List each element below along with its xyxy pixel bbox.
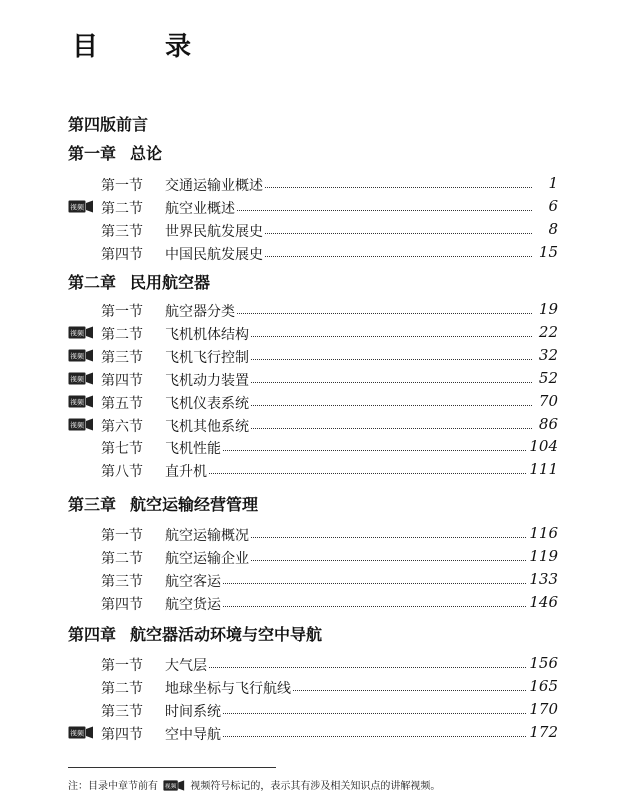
toc-entry[interactable]	[68, 547, 558, 567]
section-number: 第一节	[101, 528, 143, 544]
section-number: 第四节	[101, 726, 143, 743]
toc-entry[interactable]	[68, 460, 558, 480]
section-title: 航空业概述	[165, 198, 237, 218]
section-title: 飞机动力装置	[165, 370, 251, 390]
svg-text:视频: 视频	[70, 729, 84, 738]
toc-entry[interactable]	[68, 300, 558, 320]
page-number: 111	[526, 460, 558, 478]
preface-entry[interactable]: 第四版前言	[68, 115, 149, 134]
section-title: 世界民航发展史	[165, 221, 265, 241]
section-number: 第一节	[101, 304, 143, 320]
section-number: 第七节	[101, 441, 143, 458]
section-title: 交通运输业概述	[165, 175, 265, 195]
section-title: 直升机	[165, 461, 209, 481]
section-number: 第四节	[101, 596, 143, 613]
page-number: 15	[536, 243, 558, 261]
section-title: 时间系统	[165, 701, 223, 721]
chapter-heading[interactable]	[68, 270, 210, 293]
section-title: 地球坐标与飞行航线	[165, 678, 293, 698]
page-number: 52	[536, 369, 558, 387]
video-icon[interactable]	[68, 326, 94, 339]
section-number: 第三节	[101, 703, 143, 720]
video-icon[interactable]	[68, 418, 94, 431]
toc-entry[interactable]	[68, 570, 558, 590]
toc-entry[interactable]	[68, 524, 558, 544]
toc-entry[interactable]	[68, 437, 558, 457]
video-icon[interactable]	[68, 395, 94, 408]
toc-entry[interactable]	[68, 369, 558, 389]
toc-entry[interactable]	[68, 346, 558, 366]
chapter-title: 民用航空器	[130, 273, 211, 292]
chapter-title: 航空器活动环境与空中导航	[130, 625, 323, 644]
section-title: 航空器分类	[165, 301, 237, 321]
section-number: 第一节	[101, 178, 143, 194]
page-number: 6	[545, 197, 558, 215]
toc-entry[interactable]	[68, 700, 558, 720]
page-number: 19	[536, 300, 558, 318]
toc-entry[interactable]	[68, 654, 558, 674]
toc-entry[interactable]	[68, 723, 558, 743]
page-number: 104	[526, 437, 558, 455]
section-number: 第四节	[101, 372, 143, 389]
chapter-number: 第一章	[68, 144, 117, 163]
section-title: 大气层	[165, 655, 209, 675]
section-number: 第二节	[101, 326, 143, 343]
section-title: 飞机飞行控制	[165, 347, 251, 367]
section-number: 第三节	[101, 223, 143, 240]
section-title: 空中导航	[165, 724, 223, 744]
section-title: 飞机其他系统	[165, 416, 251, 436]
dot-leader	[165, 473, 532, 474]
page-number: 133	[526, 570, 558, 588]
section-number: 第五节	[101, 395, 143, 412]
page-number: 1	[545, 174, 558, 192]
section-number: 第二节	[101, 200, 143, 217]
toc-entry[interactable]	[68, 392, 558, 412]
section-title: 中国民航发展史	[165, 244, 265, 264]
footnote-rule	[68, 767, 276, 768]
section-title: 航空货运	[165, 594, 223, 614]
chapter-heading[interactable]	[68, 622, 322, 645]
footnote	[68, 777, 440, 792]
page-number: 119	[526, 547, 558, 565]
page-number: 165	[526, 677, 558, 695]
page-number: 32	[536, 346, 558, 364]
chapter-title: 总论	[130, 144, 163, 163]
section-number: 第四节	[101, 246, 143, 263]
section-number: 第二节	[101, 550, 143, 567]
page-number: 8	[545, 220, 558, 238]
svg-text:视频: 视频	[70, 375, 84, 384]
svg-text:视频: 视频	[70, 329, 84, 338]
chapter-title: 航空运输经营管理	[130, 495, 259, 514]
section-number: 第八节	[101, 464, 143, 481]
footnote-text-after: 视频符号标记的，表示其有涉及相关知识点的讲解视频。	[190, 781, 441, 792]
section-number: 第三节	[101, 573, 143, 590]
video-icon[interactable]	[68, 372, 94, 385]
chapter-number: 第二章	[68, 273, 117, 292]
toc-entry[interactable]	[68, 677, 558, 697]
toc-title-char-2: 录	[165, 32, 192, 62]
toc-entry[interactable]	[68, 415, 558, 435]
toc-entry[interactable]	[68, 220, 558, 240]
page-number: 156	[526, 654, 558, 672]
section-title: 飞机机体结构	[165, 324, 251, 344]
toc-entry[interactable]	[68, 593, 558, 613]
toc-entry[interactable]	[68, 197, 558, 217]
section-title: 飞机仪表系统	[165, 393, 251, 413]
chapter-number: 第四章	[68, 625, 117, 644]
section-title: 飞机性能	[165, 438, 223, 458]
section-number: 第一节	[101, 658, 143, 674]
section-title: 航空运输企业	[165, 548, 251, 568]
toc-entry[interactable]	[68, 174, 558, 194]
video-icon[interactable]	[68, 726, 94, 739]
chapter-heading[interactable]	[68, 492, 258, 515]
toc-title-char-1: 目	[72, 32, 99, 62]
video-icon[interactable]	[68, 200, 94, 213]
chapter-number: 第三章	[68, 495, 117, 514]
svg-text:视频: 视频	[70, 203, 84, 212]
toc-entry[interactable]	[68, 323, 558, 343]
toc-entry[interactable]	[68, 243, 558, 263]
section-title: 航空客运	[165, 571, 223, 591]
footnote-text-before: 注：目录中章节前有	[68, 781, 158, 792]
section-number: 第二节	[101, 680, 143, 697]
page-number: 146	[526, 593, 558, 611]
page-number: 70	[536, 392, 558, 410]
section-title: 航空运输概况	[165, 525, 251, 545]
dot-leader	[165, 667, 532, 668]
page-number: 172	[526, 723, 558, 741]
page-number: 170	[526, 700, 558, 718]
svg-text:视频: 视频	[70, 421, 84, 429]
video-icon[interactable]	[68, 349, 94, 362]
video-icon	[163, 780, 185, 791]
svg-text:视频: 视频	[70, 398, 84, 407]
page-number: 116	[526, 524, 558, 542]
svg-text:视频: 视频	[164, 784, 177, 791]
section-number: 第六节	[101, 418, 143, 435]
section-number: 第三节	[101, 349, 143, 366]
page-number: 86	[536, 415, 558, 433]
svg-text:视频: 视频	[70, 352, 84, 361]
page-number: 22	[536, 323, 558, 341]
chapter-heading[interactable]	[68, 141, 162, 164]
